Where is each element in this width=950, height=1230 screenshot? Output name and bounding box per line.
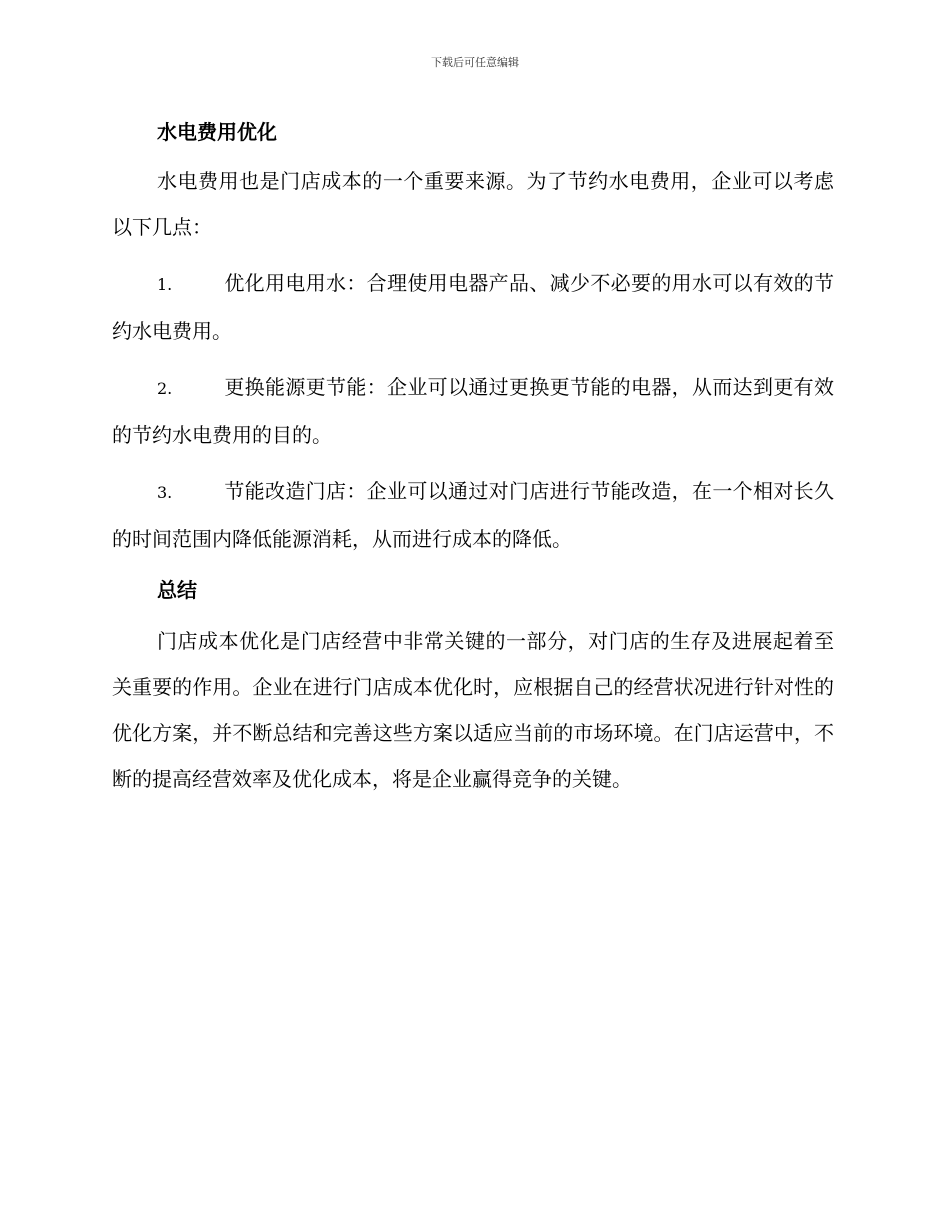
section-heading-utility-costs: 水电费用优化 — [157, 120, 277, 144]
page-header-note: 下载后可任意编辑 — [431, 56, 519, 69]
list-item — [112, 260, 834, 354]
list-item-text: 优化用电用水：合理使用电器产品、减少不必要的用水可以有效的节约水电费用。 — [112, 271, 834, 343]
document-body — [112, 112, 834, 802]
list-item-number: 3. — [157, 483, 173, 502]
list-item-number: 1. — [157, 275, 173, 294]
summary-paragraph: 门店成本优化是门店经营中非常关键的一部分，对门店的生存及进展起着至关重要的作用。企业在进行门店成本优化时，应根据自己的经营状况进行针对性的优化方案，并不断总结和完善这些方案以适应当前的市场环境。在门店运营中，不断的提高经营效率及优化成本，将是企业赢得竞争的关键。 — [112, 629, 834, 791]
section-intro-paragraph: 水电费用也是门店成本的一个重要来源。为了节约水电费用，企业可以考虑以下几点： — [112, 169, 834, 239]
list-item — [112, 364, 834, 458]
list-item-text: 更换能源更节能：企业可以通过更换更节能的电器，从而达到更有效的节约水电费用的目的。 — [112, 375, 834, 447]
list-item-number: 2. — [157, 379, 173, 398]
section-heading-summary: 总结 — [157, 578, 197, 602]
list-item — [112, 468, 834, 562]
list-item-text: 节能改造门店：企业可以通过对门店进行节能改造，在一个相对长久的时间范围内降低能源消耗，从而进行成本的降低。 — [112, 479, 834, 551]
